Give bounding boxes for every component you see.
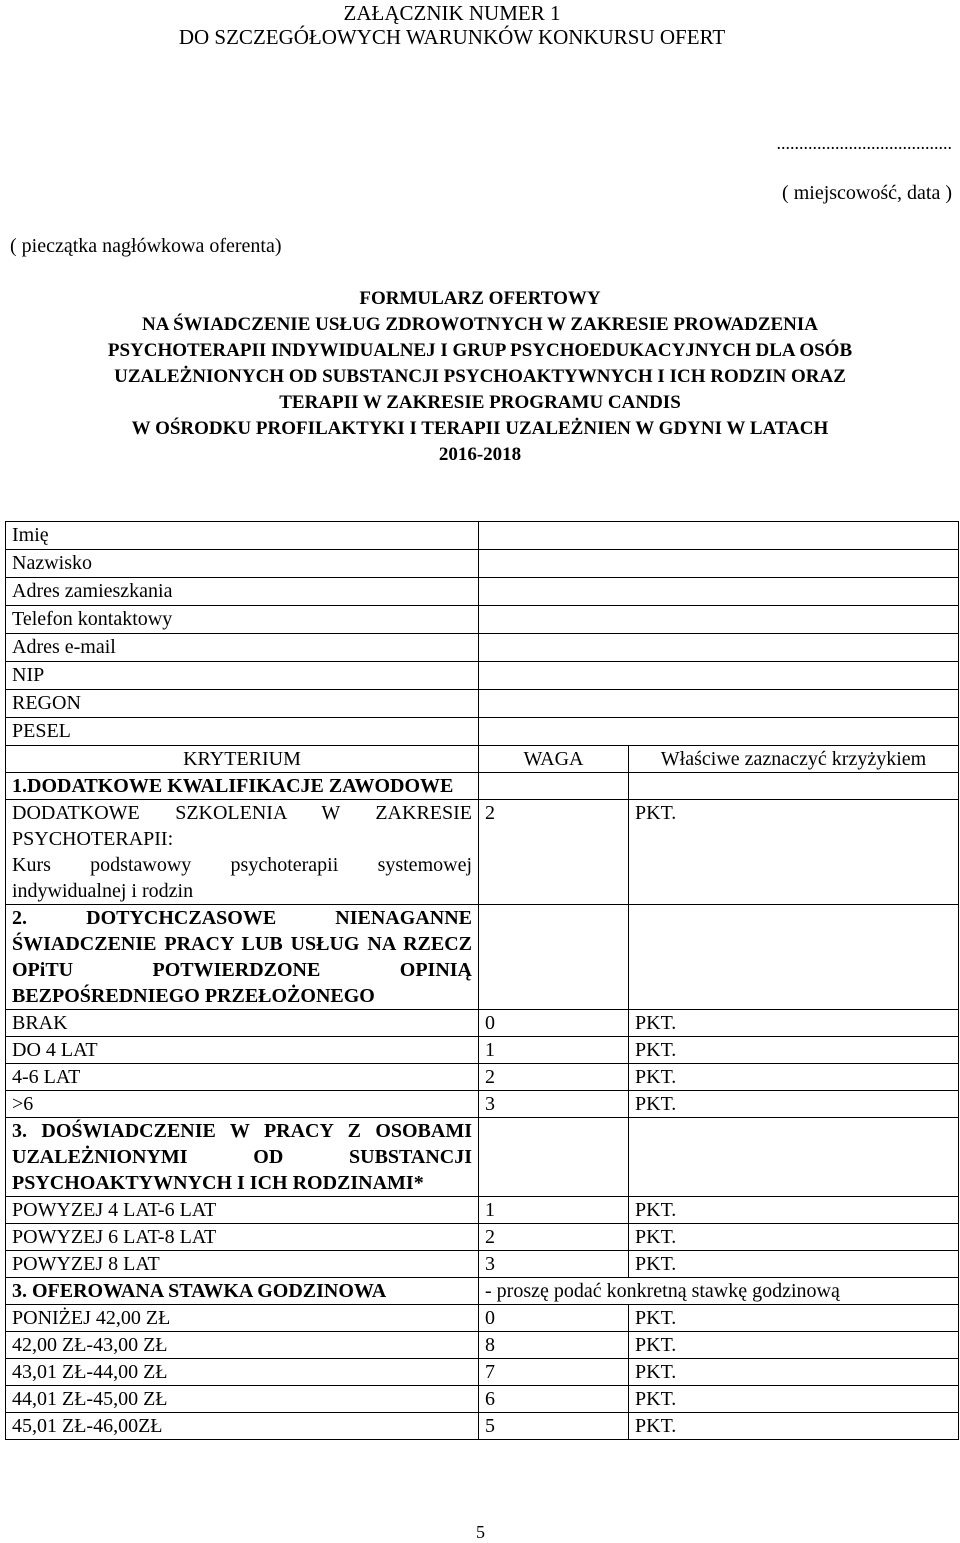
points-unit: PKT. [635, 802, 677, 824]
form-title-line: PSYCHOTERAPII INDYWIDUALNEJ I GRUP PSYCHOEDUKACYJNYCH DLA OSÓB [107, 340, 853, 361]
section3-weight-cell [479, 1118, 629, 1197]
points-value: 2 [479, 1064, 629, 1091]
form-title-line: UZALEŻNIONYCH OD SUBSTANCJI PSYCHOAKTYWNYCH I ICH RODZIN ORAZ [114, 366, 846, 387]
form-title-line: TERAPII W ZAKRESIE PROGRAMU CANDIS [279, 392, 681, 413]
section-row [6, 1278, 959, 1305]
criterion-label: 4-6 LAT [6, 1064, 479, 1091]
personal-row [6, 690, 959, 718]
criterion-row [6, 1251, 959, 1278]
field-value-regon[interactable] [479, 690, 959, 718]
criterion-row [6, 1305, 959, 1332]
field-value-phone[interactable] [479, 606, 959, 634]
weight-cell [479, 800, 629, 905]
section2-weight-cell [479, 905, 629, 1010]
mark-cell[interactable]: PKT. [629, 1359, 959, 1386]
criterion-row [6, 1091, 959, 1118]
section1-item-desc: Kurs podstawowy psychoterapii systemowej indywidualnej i rodzin [12, 854, 472, 902]
field-label-phone: Telefon kontaktowy [6, 606, 479, 634]
points-value: 3 [479, 1251, 629, 1278]
mark-cell[interactable] [629, 800, 959, 905]
field-value-email[interactable] [479, 634, 959, 662]
mark-cell[interactable]: PKT. [629, 1010, 959, 1037]
offer-form-table [5, 521, 959, 1440]
stamp-label: ( pieczątka nagłówkowa oferenta) [10, 235, 282, 257]
field-label-pesel: PESEL [6, 718, 479, 746]
personal-row [6, 522, 959, 550]
criterion-label: 45,01 ZŁ-46,00ZŁ [6, 1413, 479, 1440]
section1-item-cell [6, 800, 479, 905]
field-label-regon: REGON [6, 690, 479, 718]
section4-note: - proszę podać konkretną stawkę godzinową [479, 1278, 959, 1305]
criteria-header-row [6, 746, 959, 773]
points-value: 1 [479, 1197, 629, 1224]
field-value-nip[interactable] [479, 662, 959, 690]
form-title-line: W OŚRODKU PROFILAKTYKI I TERAPII UZALEŻNIEN W GDYNI W LATACH [131, 418, 829, 439]
personal-row [6, 634, 959, 662]
personal-row [6, 718, 959, 746]
criterion-label: POWYZEJ 4 LAT-6 LAT [6, 1197, 479, 1224]
field-label-nip: NIP [6, 662, 479, 690]
field-value-address[interactable] [479, 578, 959, 606]
attachment-subtitle: DO SZCZEGÓŁOWYCH WARUNKÓW KONKURSU OFERT [178, 25, 726, 49]
field-label-last-name: Nazwisko [6, 550, 479, 578]
criterion-row [6, 1359, 959, 1386]
points-value: 2 [479, 1224, 629, 1251]
form-title-line: NA ŚWIADCZENIE USŁUG ZDROWOTNYCH W ZAKRESIE PROWADZENIA [141, 314, 819, 335]
mark-cell[interactable]: PKT. [629, 1251, 959, 1278]
form-title-line: 2016-2018 [438, 444, 522, 465]
criterion-row [6, 1224, 959, 1251]
mark-cell[interactable]: PKT. [629, 1064, 959, 1091]
criterion-row [6, 1037, 959, 1064]
personal-row [6, 578, 959, 606]
criterion-row [6, 1197, 959, 1224]
mark-cell[interactable]: PKT. [629, 1386, 959, 1413]
section3-mark-cell[interactable] [629, 1118, 959, 1197]
section2-title: 2. DOTYCHCZASOWE NIENAGANNE ŚWIADCZENIE PRACY LUB USŁUG NA RZECZ OPiTU POTWIERDZONE OPINIĄ BEZPOŚREDNIEGO PRZEŁOŻONEGO [6, 905, 479, 1010]
column-header-weight: WAGA [479, 746, 629, 773]
mark-cell[interactable]: PKT. [629, 1413, 959, 1440]
criterion-row [6, 1064, 959, 1091]
points-value: 0 [479, 1305, 629, 1332]
section2-mark-cell[interactable] [629, 905, 959, 1010]
criterion-row [6, 1386, 959, 1413]
criterion-label: POWYZEJ 8 LAT [6, 1251, 479, 1278]
criterion-label: 42,00 ZŁ-43,00 ZŁ [6, 1332, 479, 1359]
form-title [0, 286, 960, 468]
mark-cell[interactable]: PKT. [629, 1197, 959, 1224]
personal-row [6, 550, 959, 578]
points-value: 6 [479, 1386, 629, 1413]
section4-title: 3. OFEROWANA STAWKA GODZINOWA [6, 1278, 479, 1305]
page-number: 5 [476, 1522, 485, 1542]
criterion-label: PONIŻEJ 42,00 ZŁ [6, 1305, 479, 1332]
criterion-row [6, 800, 959, 905]
criterion-row [6, 1332, 959, 1359]
field-value-pesel[interactable] [479, 718, 959, 746]
points-value: 8 [479, 1332, 629, 1359]
section1-title: 1.DODATKOWE KWALIFIKACJE ZAWODOWE [6, 773, 479, 800]
field-label-email: Adres e-mail [6, 634, 479, 662]
criterion-label: POWYZEJ 6 LAT-8 LAT [6, 1224, 479, 1251]
field-label-address: Adres zamieszkania [6, 578, 479, 606]
points-value: 5 [479, 1413, 629, 1440]
attachment-title: ZAŁĄCZNIK NUMER 1 [343, 1, 561, 25]
points-value: 2 [485, 802, 495, 824]
mark-cell[interactable]: PKT. [629, 1305, 959, 1332]
personal-row [6, 606, 959, 634]
column-header-criterion: KRYTERIUM [6, 746, 479, 773]
points-value: 3 [479, 1091, 629, 1118]
section-row [6, 905, 959, 1010]
points-value: 0 [479, 1010, 629, 1037]
place-date-dots: ....................................... [776, 133, 952, 153]
mark-cell[interactable]: PKT. [629, 1037, 959, 1064]
mark-cell[interactable]: PKT. [629, 1091, 959, 1118]
section1-weight-cell [479, 773, 629, 800]
criterion-label: 43,01 ZŁ-44,00 ZŁ [6, 1359, 479, 1386]
points-value: 7 [479, 1359, 629, 1386]
criterion-label: 44,01 ZŁ-45,00 ZŁ [6, 1386, 479, 1413]
section1-item-title: DODATKOWE SZKOLENIA W ZAKRESIE PSYCHOTERAPII: [12, 802, 472, 850]
personal-row [6, 662, 959, 690]
field-value-first-name[interactable] [479, 522, 959, 550]
points-value: 1 [479, 1037, 629, 1064]
criterion-label: BRAK [6, 1010, 479, 1037]
section3-title: 3. DOŚWIADCZENIE W PRACY Z OSOBAMI UZALEŻNIONYMI OD SUBSTANCJI PSYCHOAKTYWNYCH I ICH RODZINAMI* [6, 1118, 479, 1197]
section1-mark-cell[interactable] [629, 773, 959, 800]
criterion-label: DO 4 LAT [6, 1037, 479, 1064]
criterion-label: >6 [6, 1091, 479, 1118]
section-row [6, 1118, 959, 1197]
criterion-row [6, 1413, 959, 1440]
section-row [6, 773, 959, 800]
mark-cell[interactable]: PKT. [629, 1224, 959, 1251]
mark-cell[interactable]: PKT. [629, 1332, 959, 1359]
form-title-line: FORMULARZ OFERTOWY [359, 288, 601, 309]
column-header-mark: Właściwe zaznaczyć krzyżykiem [629, 746, 959, 773]
field-label-first-name: Imię [6, 522, 479, 550]
criterion-row [6, 1010, 959, 1037]
field-value-last-name[interactable] [479, 550, 959, 578]
place-date-label: ( miejscowość, data ) [782, 182, 952, 204]
